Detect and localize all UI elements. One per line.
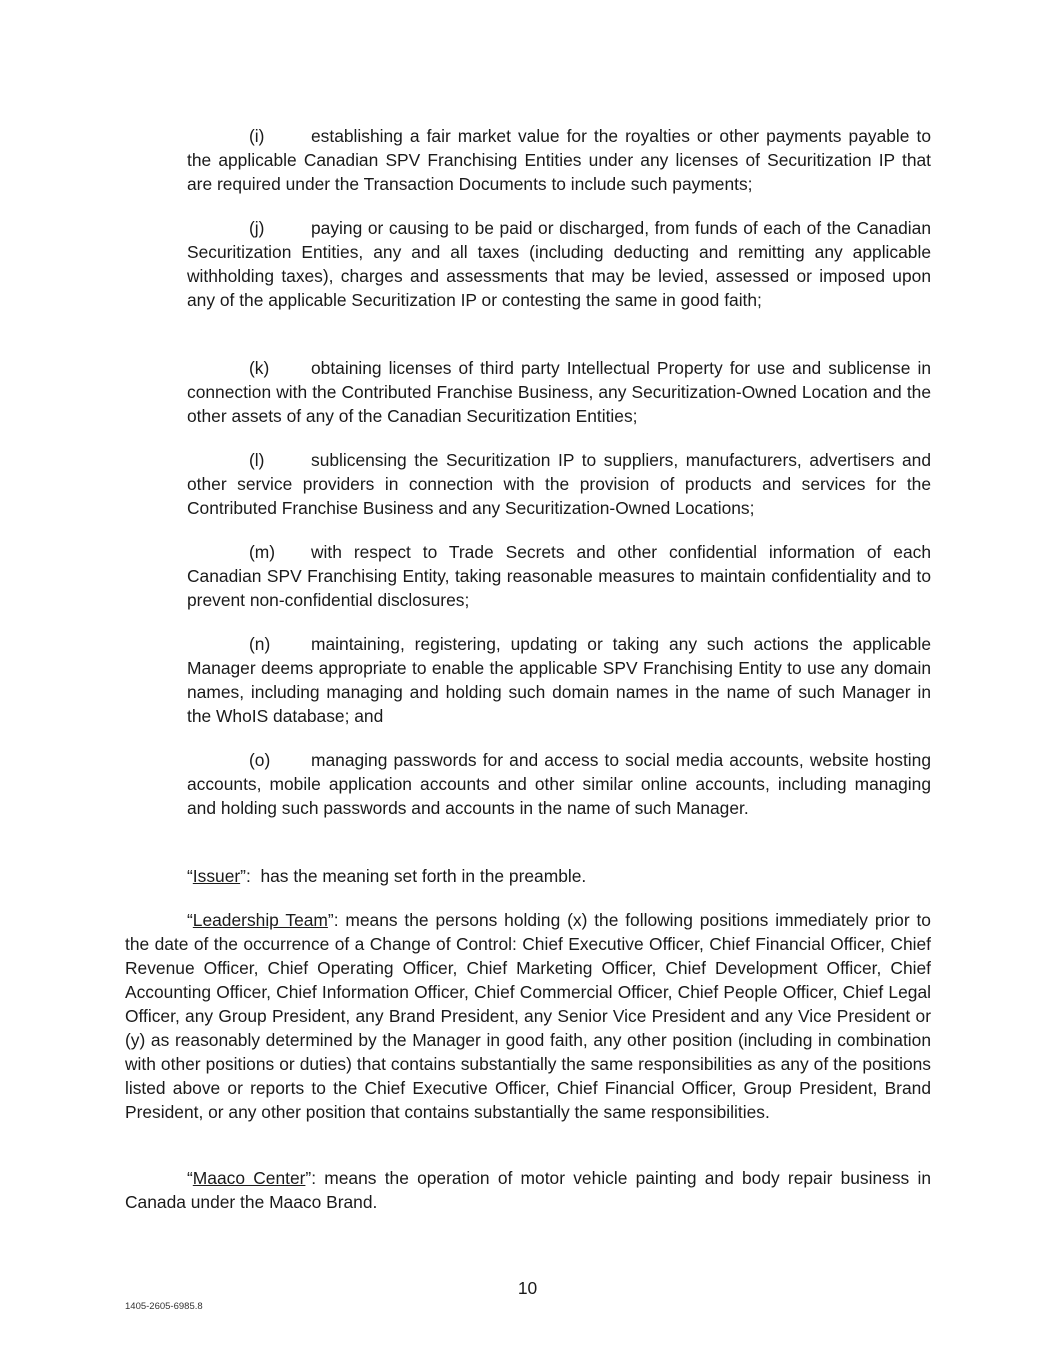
clause-text: obtaining licenses of third party Intellectual Property for use and sublicense in connection with the Contributed Franchise Business, any Securitization-Owned Location and the other assets of any of the Canadian Securitization Entities;: [187, 358, 931, 426]
open-quote: “: [187, 1168, 193, 1188]
defined-term-leadership-team: Leadership Team: [192, 910, 328, 930]
clause-text: sublicensing the Securitization IP to suppliers, manufacturers, advertisers and other service providers in connection with the provision of products and services for the Contributed Franchise Business and any Securitization-Owned Locations;: [187, 450, 931, 518]
definition-text: means the persons holding (x) the following positions immediately prior to the date of the occurrence of a Change of Control: Chief Executive Officer, Chief Financial Officer, Chief Revenue Officer, Chief Operating Officer, Chief Marketing Officer, Chief Development Officer, Chief Accounting Officer, Chief Information Officer, Chief Commercial Officer, Chief People Officer, Chief Legal Officer, any Group President, any Brand President, any Senior Vice President and any Vice President or (y) as reasonably determined by the Manager in good faith, any other position (including in combination with other positions or duties) that contains substantially the same responsibilities as any of the positions listed above or reports to the Chief Executive Officer, Chief Financial Officer, Group President, Brand President, or any other position that contains substantially the same responsibilities.: [125, 910, 931, 1122]
defined-term-issuer: Issuer: [192, 866, 241, 886]
clause-marker: (l): [249, 450, 265, 470]
clause-i: [187, 124, 931, 196]
clause-text: with respect to Trade Secrets and other confidential information of each Canadian SPV Franchising Entity, taking reasonable measures to maintain confidentiality and to prevent non-confidential disclosures;: [187, 542, 931, 610]
clause-n: [187, 632, 931, 728]
clause-text: establishing a fair market value for the royalties or other payments payable to the applicable Canadian SPV Franchising Entities under any licenses of Securitization IP that are required under the Transaction Documents to include such payments;: [187, 126, 931, 194]
clause-o: [187, 748, 931, 820]
clause-text: paying or causing to be paid or discharged, from funds of each of the Canadian Securitization Entities, any and all taxes (including deducting and remitting any applicable withholding taxes), charges and assessments that may be levied, assessed or imposed upon any of the applicable Securitization IP or contesting the same in good faith;: [187, 218, 931, 310]
clause-m: [187, 540, 931, 612]
clause-k: [187, 356, 931, 428]
clause-text: managing passwords for and access to social media accounts, website hosting accounts, mobile application accounts and other similar online accounts, including managing and holding such passwords and accounts in the name of such Manager.: [187, 750, 931, 818]
clause-marker: (o): [249, 750, 271, 770]
definition-maaco-center: [125, 1166, 931, 1214]
clause-marker: (m): [249, 542, 276, 562]
clause-marker: (n): [249, 634, 271, 654]
open-quote: “: [187, 910, 193, 930]
clause-marker: (i): [249, 126, 265, 146]
defined-term-maaco-center: Maaco Center: [192, 1168, 306, 1188]
close-quote: ”:: [240, 866, 251, 886]
definition-text: means the operation of motor vehicle painting and body repair business in Canada under the Maaco Brand.: [125, 1168, 931, 1212]
close-quote: ”:: [327, 910, 339, 930]
clause-j: [187, 216, 931, 312]
page-number: 10: [517, 1278, 538, 1298]
open-quote: “: [187, 866, 193, 886]
document-id: 1405-2605-6985.8: [125, 1301, 203, 1312]
clause-l: [187, 448, 931, 520]
definition-leadership-team: [125, 908, 931, 1124]
clause-marker: (k): [249, 358, 270, 378]
clause-marker: (j): [249, 218, 265, 238]
definition-issuer: [125, 864, 931, 888]
close-quote: ”:: [305, 1168, 317, 1188]
clause-text: maintaining, registering, updating or taking any such actions the applicable Manager deems appropriate to enable the applicable SPV Franchising Entity to use any domain names, including managing and holding such domain names in the name of such Manager in the WhoIS database; and: [187, 634, 931, 726]
definition-text: has the meaning set forth in the preamble.: [250, 866, 587, 886]
